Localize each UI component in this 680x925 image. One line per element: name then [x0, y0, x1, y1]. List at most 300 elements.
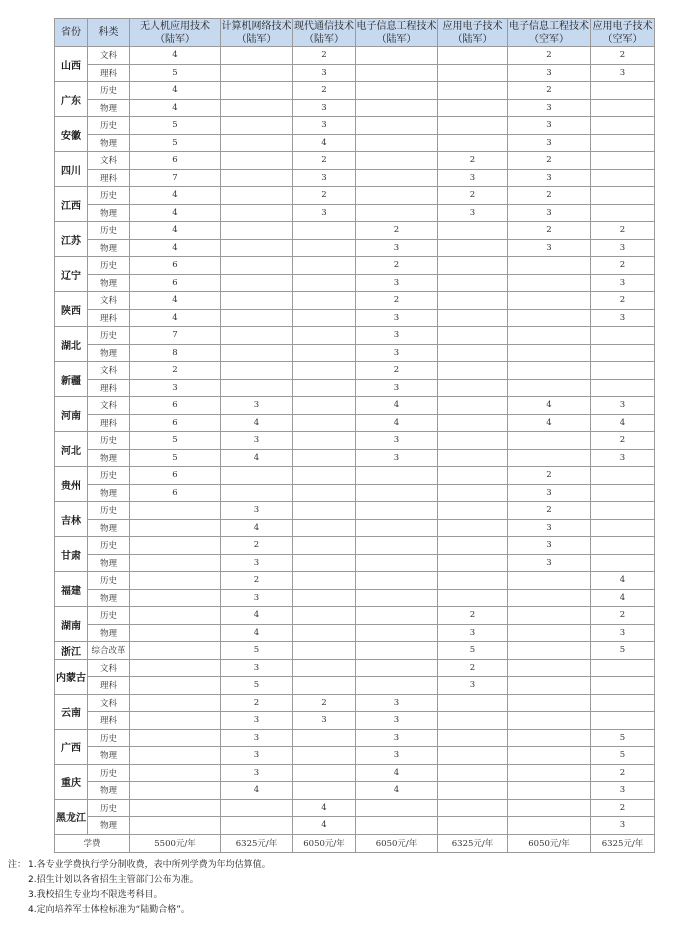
- table-row: [55, 239, 655, 257]
- quota-cell: 6: [130, 484, 221, 502]
- subject-cell: 历史: [88, 607, 130, 625]
- quota-cell: [508, 642, 591, 660]
- quota-cell: 2: [591, 292, 655, 310]
- quota-cell: [438, 64, 508, 82]
- quota-cell: [356, 64, 438, 82]
- table-row: [55, 554, 655, 572]
- quota-cell: [356, 47, 438, 65]
- tuition-cell: 6325元/年: [438, 834, 508, 852]
- quota-cell: 3: [221, 729, 293, 747]
- table-row: [55, 82, 655, 100]
- quota-cell: [221, 327, 293, 345]
- quota-cell: [293, 519, 356, 537]
- quota-cell: 3: [591, 817, 655, 835]
- quota-cell: [130, 572, 221, 590]
- subject-cell: 物理: [88, 134, 130, 152]
- quota-cell: [508, 362, 591, 380]
- province-cell: 河南: [55, 397, 88, 432]
- quota-cell: 3: [221, 747, 293, 765]
- subject-cell: 物理: [88, 99, 130, 117]
- quota-cell: [438, 47, 508, 65]
- quota-cell: 3: [356, 449, 438, 467]
- subject-cell: 历史: [88, 572, 130, 590]
- table-row: [55, 782, 655, 800]
- province-cell: 黑龙江: [55, 799, 88, 834]
- quota-cell: 4: [130, 99, 221, 117]
- table-row: [55, 222, 655, 240]
- table-row: [55, 344, 655, 362]
- quota-cell: [293, 659, 356, 677]
- quota-cell: [356, 82, 438, 100]
- quota-cell: [438, 589, 508, 607]
- subject-cell: 物理: [88, 589, 130, 607]
- quota-cell: [438, 397, 508, 415]
- tuition-cell: 6050元/年: [293, 834, 356, 852]
- table-row: [55, 274, 655, 292]
- table-row: [55, 624, 655, 642]
- quota-cell: [508, 607, 591, 625]
- quota-cell: [356, 484, 438, 502]
- quota-cell: [293, 624, 356, 642]
- province-cell: 内蒙古: [55, 659, 88, 694]
- quota-cell: 3: [508, 554, 591, 572]
- quota-cell: [293, 677, 356, 695]
- quota-cell: [438, 379, 508, 397]
- quota-cell: 3: [591, 449, 655, 467]
- quota-cell: 5: [130, 64, 221, 82]
- quota-cell: 8: [130, 344, 221, 362]
- subject-cell: 理科: [88, 379, 130, 397]
- quota-cell: [438, 274, 508, 292]
- quota-cell: [508, 712, 591, 730]
- quota-cell: [356, 659, 438, 677]
- table-row: [55, 414, 655, 432]
- province-cell: 湖北: [55, 327, 88, 362]
- quota-cell: [293, 292, 356, 310]
- table-row: [55, 817, 655, 835]
- quota-cell: 3: [221, 397, 293, 415]
- quota-cell: [438, 729, 508, 747]
- quota-cell: 3: [356, 432, 438, 450]
- subject-cell: 物理: [88, 817, 130, 835]
- quota-cell: 3: [293, 64, 356, 82]
- quota-cell: [591, 82, 655, 100]
- quota-cell: [356, 169, 438, 187]
- quota-cell: 4: [130, 239, 221, 257]
- quota-cell: [130, 764, 221, 782]
- quota-cell: 2: [591, 799, 655, 817]
- table-row: [55, 117, 655, 135]
- table-row: [55, 747, 655, 765]
- quota-cell: [356, 134, 438, 152]
- table-row: [55, 729, 655, 747]
- header-major-4: 电子信息工程技术 （陆军）: [356, 20, 437, 45]
- quota-cell: 2: [438, 187, 508, 205]
- quota-cell: [356, 537, 438, 555]
- quota-cell: 3: [221, 659, 293, 677]
- quota-cell: 2: [293, 82, 356, 100]
- subject-cell: 理科: [88, 309, 130, 327]
- quota-cell: 4: [591, 572, 655, 590]
- quota-cell: [438, 99, 508, 117]
- quota-cell: [508, 327, 591, 345]
- quota-cell: [438, 764, 508, 782]
- note-line-1: [8, 858, 668, 873]
- quota-cell: [356, 152, 438, 170]
- quota-cell: 3: [356, 747, 438, 765]
- quota-cell: 3: [293, 204, 356, 222]
- quota-cell: [130, 537, 221, 555]
- subject-cell: 理科: [88, 169, 130, 187]
- quota-cell: 2: [221, 537, 293, 555]
- quota-cell: [130, 624, 221, 642]
- quota-cell: 3: [356, 344, 438, 362]
- quota-cell: 3: [508, 64, 591, 82]
- quota-cell: [591, 204, 655, 222]
- header-major-6: 电子信息工程技术 （空军）: [509, 20, 589, 45]
- subject-cell: 物理: [88, 204, 130, 222]
- quota-cell: 6: [130, 397, 221, 415]
- quota-cell: 5: [591, 729, 655, 747]
- quota-cell: [356, 799, 438, 817]
- table-row: [55, 64, 655, 82]
- table-row: [55, 659, 655, 677]
- quota-cell: [130, 589, 221, 607]
- quota-cell: 3: [221, 554, 293, 572]
- quota-cell: [130, 747, 221, 765]
- table-row: [55, 677, 655, 695]
- quota-cell: 3: [356, 274, 438, 292]
- quota-cell: [591, 117, 655, 135]
- quota-cell: 4: [130, 47, 221, 65]
- quota-cell: [356, 117, 438, 135]
- note-line-3: [8, 888, 668, 903]
- province-cell: 江苏: [55, 222, 88, 257]
- quota-cell: 4: [130, 187, 221, 205]
- quota-cell: [508, 677, 591, 695]
- quota-cell: 5: [591, 642, 655, 660]
- province-cell: 福建: [55, 572, 88, 607]
- province-cell: 广西: [55, 729, 88, 764]
- quota-cell: 3: [591, 239, 655, 257]
- quota-cell: [508, 729, 591, 747]
- subject-cell: 物理: [88, 782, 130, 800]
- subject-cell: 历史: [88, 82, 130, 100]
- table-row: [55, 607, 655, 625]
- quota-cell: [293, 764, 356, 782]
- quota-cell: [356, 642, 438, 660]
- quota-cell: 3: [508, 169, 591, 187]
- subject-cell: 历史: [88, 537, 130, 555]
- province-cell: 安徽: [55, 117, 88, 152]
- quota-cell: [221, 362, 293, 380]
- quota-cell: [221, 379, 293, 397]
- quota-cell: [293, 607, 356, 625]
- quota-cell: [130, 799, 221, 817]
- table-row: [55, 537, 655, 555]
- quota-cell: 3: [438, 204, 508, 222]
- province-cell: 四川: [55, 152, 88, 187]
- quota-cell: [591, 712, 655, 730]
- quota-cell: [438, 817, 508, 835]
- tuition-cell: 5500元/年: [130, 834, 221, 852]
- quota-cell: 3: [293, 169, 356, 187]
- quota-cell: 2: [508, 467, 591, 485]
- quota-cell: 2: [508, 187, 591, 205]
- quota-cell: [508, 449, 591, 467]
- table-row: [55, 467, 655, 485]
- quota-cell: [130, 729, 221, 747]
- subject-cell: 历史: [88, 729, 130, 747]
- quota-cell: [130, 817, 221, 835]
- quota-cell: 3: [591, 64, 655, 82]
- table-row: [55, 152, 655, 170]
- quota-cell: 3: [591, 397, 655, 415]
- quota-cell: 3: [508, 204, 591, 222]
- quota-cell: [591, 694, 655, 712]
- province-cell: 甘肃: [55, 537, 88, 572]
- table-row: [55, 484, 655, 502]
- header-subject: 科类: [88, 19, 130, 47]
- quota-cell: 6: [130, 467, 221, 485]
- quota-cell: [221, 344, 293, 362]
- quota-cell: [438, 222, 508, 240]
- subject-cell: 历史: [88, 222, 130, 240]
- quota-cell: [293, 397, 356, 415]
- table-row: [55, 572, 655, 590]
- quota-cell: [591, 659, 655, 677]
- quota-cell: [508, 589, 591, 607]
- note-text: 2.招生计划以各省招生主管部门公布为准。: [28, 875, 199, 885]
- quota-cell: [356, 589, 438, 607]
- quota-cell: 7: [130, 327, 221, 345]
- quota-cell: 2: [508, 47, 591, 65]
- quota-cell: [356, 817, 438, 835]
- tuition-row: [55, 834, 655, 852]
- quota-cell: [293, 467, 356, 485]
- quota-cell: [293, 379, 356, 397]
- quota-cell: 3: [356, 379, 438, 397]
- quota-cell: [438, 327, 508, 345]
- quota-cell: [356, 572, 438, 590]
- subject-cell: 历史: [88, 327, 130, 345]
- quota-cell: 4: [356, 414, 438, 432]
- quota-cell: [591, 554, 655, 572]
- table-row: [55, 764, 655, 782]
- quota-cell: [356, 554, 438, 572]
- quota-cell: 3: [221, 712, 293, 730]
- quota-cell: [293, 414, 356, 432]
- quota-cell: 3: [356, 712, 438, 730]
- quota-cell: 6: [130, 152, 221, 170]
- quota-cell: 4: [221, 607, 293, 625]
- quota-cell: 3: [508, 99, 591, 117]
- quota-cell: [221, 134, 293, 152]
- quota-cell: 2: [508, 152, 591, 170]
- province-cell: 辽宁: [55, 257, 88, 292]
- quota-cell: 3: [130, 379, 221, 397]
- quota-cell: [438, 292, 508, 310]
- quota-cell: [130, 782, 221, 800]
- note-line-2: [8, 873, 668, 888]
- quota-cell: 3: [356, 309, 438, 327]
- table-row: [55, 589, 655, 607]
- table-row: [55, 187, 655, 205]
- quota-cell: [438, 782, 508, 800]
- quota-cell: 2: [591, 257, 655, 275]
- table-body: [55, 47, 655, 853]
- quota-cell: [221, 99, 293, 117]
- quota-cell: [508, 379, 591, 397]
- table-row: [55, 169, 655, 187]
- table-row: [55, 519, 655, 537]
- province-cell: 陕西: [55, 292, 88, 327]
- quota-cell: 2: [130, 362, 221, 380]
- quota-cell: [293, 309, 356, 327]
- quota-cell: [438, 484, 508, 502]
- quota-cell: [508, 694, 591, 712]
- quota-cell: [591, 379, 655, 397]
- quota-cell: 3: [356, 694, 438, 712]
- table-row: [55, 799, 655, 817]
- quota-cell: [356, 204, 438, 222]
- table-row: [55, 257, 655, 275]
- quota-cell: 6: [130, 274, 221, 292]
- quota-cell: [591, 537, 655, 555]
- quota-cell: [508, 572, 591, 590]
- quota-cell: [130, 607, 221, 625]
- quota-cell: [508, 817, 591, 835]
- quota-cell: [221, 274, 293, 292]
- notes-section: [8, 858, 668, 918]
- quota-cell: [221, 257, 293, 275]
- quota-cell: [508, 624, 591, 642]
- quota-cell: 4: [356, 764, 438, 782]
- tuition-cell: 6050元/年: [508, 834, 591, 852]
- note-text: 1.各专业学费执行学分制收费，表中所列学费为年均估算值。: [28, 860, 271, 870]
- quota-cell: [508, 309, 591, 327]
- province-cell: 贵州: [55, 467, 88, 502]
- quota-cell: 5: [221, 677, 293, 695]
- quota-cell: 4: [130, 204, 221, 222]
- quota-cell: [438, 432, 508, 450]
- quota-cell: [293, 642, 356, 660]
- quota-cell: [591, 362, 655, 380]
- quota-cell: [130, 677, 221, 695]
- quota-cell: [438, 362, 508, 380]
- quota-cell: [221, 82, 293, 100]
- quota-cell: [438, 694, 508, 712]
- quota-cell: 2: [221, 572, 293, 590]
- header-major-3: 现代通信技术 （陆军）: [294, 20, 354, 45]
- table-row: [55, 309, 655, 327]
- quota-cell: [438, 554, 508, 572]
- quota-cell: [293, 782, 356, 800]
- quota-cell: 4: [221, 519, 293, 537]
- quota-cell: 2: [508, 222, 591, 240]
- tuition-cell: 6050元/年: [356, 834, 438, 852]
- quota-cell: [293, 449, 356, 467]
- quota-cell: 5: [591, 747, 655, 765]
- quota-cell: [130, 659, 221, 677]
- quota-cell: [591, 344, 655, 362]
- subject-cell: 文科: [88, 694, 130, 712]
- quota-cell: [438, 257, 508, 275]
- quota-cell: 2: [508, 502, 591, 520]
- quota-cell: [438, 309, 508, 327]
- subject-cell: 文科: [88, 362, 130, 380]
- quota-cell: [591, 502, 655, 520]
- quota-cell: 3: [438, 169, 508, 187]
- table-row: [55, 379, 655, 397]
- province-cell: 浙江: [55, 642, 88, 660]
- quota-cell: [221, 239, 293, 257]
- header-major-1: 无人机应用技术 （陆军）: [130, 19, 221, 47]
- quota-cell: 2: [356, 292, 438, 310]
- province-cell: 云南: [55, 694, 88, 729]
- quota-cell: 2: [591, 47, 655, 65]
- header-province: 省份: [55, 19, 88, 47]
- quota-cell: 4: [221, 624, 293, 642]
- quota-cell: 3: [293, 712, 356, 730]
- quota-cell: 4: [356, 782, 438, 800]
- quota-cell: [293, 502, 356, 520]
- subject-cell: 历史: [88, 187, 130, 205]
- quota-cell: [591, 467, 655, 485]
- quota-cell: [438, 82, 508, 100]
- quota-cell: [591, 327, 655, 345]
- quota-cell: [130, 642, 221, 660]
- quota-cell: [293, 729, 356, 747]
- quota-cell: 4: [508, 414, 591, 432]
- table-row: [55, 694, 655, 712]
- quota-cell: 2: [438, 152, 508, 170]
- table-row: [55, 432, 655, 450]
- quota-cell: 2: [438, 607, 508, 625]
- quota-cell: [508, 274, 591, 292]
- quota-cell: [591, 169, 655, 187]
- subject-cell: 文科: [88, 397, 130, 415]
- table-row: [55, 47, 655, 65]
- quota-cell: [591, 152, 655, 170]
- quota-cell: 3: [591, 624, 655, 642]
- header-major-7: 应用电子技术 （空军）: [592, 20, 653, 45]
- subject-cell: 物理: [88, 519, 130, 537]
- quota-cell: [438, 449, 508, 467]
- quota-cell: [508, 799, 591, 817]
- subject-cell: 物理: [88, 624, 130, 642]
- quota-cell: [221, 309, 293, 327]
- quota-cell: [221, 467, 293, 485]
- quota-cell: [508, 344, 591, 362]
- quota-cell: [438, 572, 508, 590]
- quota-cell: 3: [591, 782, 655, 800]
- quota-cell: 2: [293, 152, 356, 170]
- quota-cell: [356, 677, 438, 695]
- quota-cell: [293, 589, 356, 607]
- subject-cell: 历史: [88, 432, 130, 450]
- table-row: [55, 642, 655, 660]
- tuition-cell: 6325元/年: [591, 834, 655, 852]
- quota-cell: 2: [356, 222, 438, 240]
- quota-cell: 3: [356, 239, 438, 257]
- subject-cell: 历史: [88, 799, 130, 817]
- quota-cell: [591, 187, 655, 205]
- quota-cell: 2: [591, 222, 655, 240]
- quota-cell: [508, 432, 591, 450]
- province-cell: 河北: [55, 432, 88, 467]
- quota-cell: [438, 537, 508, 555]
